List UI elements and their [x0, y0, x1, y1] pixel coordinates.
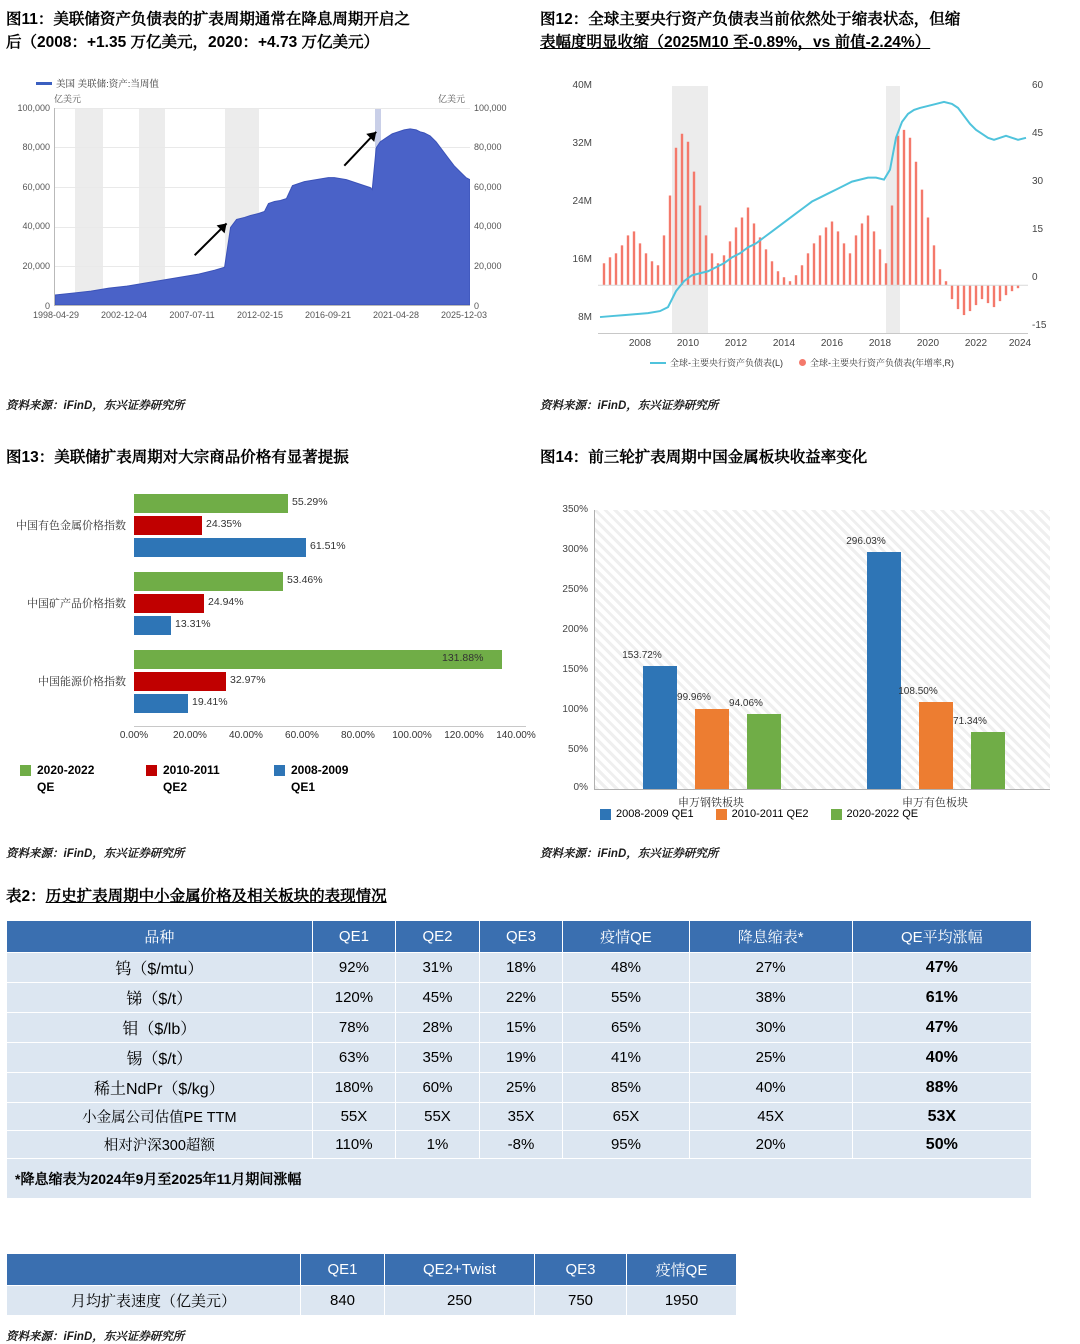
fig11-ytick: 80,000: [22, 142, 50, 152]
fig13-xtick: 120.00%: [444, 730, 484, 741]
table2-cell: 15%: [479, 1013, 563, 1043]
table3-header-cell: QE3: [535, 1254, 627, 1286]
fig14-ytick: 0%: [573, 782, 588, 793]
table2-cell: 31%: [396, 953, 480, 983]
table2-cell: 55X: [396, 1103, 480, 1131]
fig13-bar-2008-2009: [134, 538, 306, 557]
table2-header-cell: 品种: [7, 921, 313, 953]
table2-row-name: 钼（$/lb）: [7, 1013, 313, 1043]
fig11-xtick: 2025-12-03: [440, 310, 488, 320]
table2-cell-avg: 47%: [852, 1013, 1031, 1043]
fig11-right-unit: 亿美元: [438, 94, 466, 104]
fig13-bar-2010-2011: [134, 594, 204, 613]
fig13-xtick: 100.00%: [392, 730, 432, 741]
legend-swatch-green-icon: [831, 809, 842, 820]
table2-cell: 35X: [479, 1103, 563, 1131]
table2-cell-avg: 47%: [852, 953, 1031, 983]
fig14-ytick: 250%: [562, 584, 588, 595]
fig14-category-label: 申万钢铁板块: [678, 797, 744, 809]
fig13-legend-label: [37, 762, 94, 797]
table2-title: [6, 884, 387, 906]
table2-cell: 60%: [396, 1073, 480, 1103]
fig12-xtick: 2008: [628, 338, 652, 349]
table2-footnote-row: [7, 1159, 1032, 1199]
table-row: [7, 1131, 1032, 1159]
fig14-legend-item: [600, 808, 694, 820]
fig13-bar-label: 24.35%: [206, 518, 242, 530]
table2-title-prefix: 表2：: [6, 888, 46, 905]
fig14-chart: [540, 490, 1074, 820]
fig13-xtick: 20.00%: [173, 730, 207, 741]
fig14-bar-qe2: [695, 709, 729, 789]
fig14-ytick: 100%: [562, 704, 588, 715]
fig11-ytick-right: 100,000: [474, 103, 507, 113]
fig11-left-unit: 亿美元: [54, 94, 82, 104]
fig11-ytick-right: 80,000: [474, 142, 502, 152]
table2-row-name: 相对沪深300超额: [7, 1131, 313, 1159]
fig13-category-label: 中国矿产品价格指数: [27, 598, 126, 610]
table3-header-row: [7, 1254, 737, 1286]
fig12-title: [540, 8, 1074, 55]
fig13-legend-line1: 2008-2009: [291, 763, 349, 777]
table2-row-name: 小金属公司估值PE TTM: [7, 1103, 313, 1131]
fig11-ytick: 100,000: [17, 103, 50, 113]
legend-swatch-red-icon: [146, 765, 157, 776]
table2-title-text: 历史扩表周期中小金属价格及相关板块的表现情况: [45, 888, 387, 905]
table-row: [7, 1103, 1032, 1131]
fig12-xtick: 2018: [868, 338, 892, 349]
table2-cell: 40%: [689, 1073, 852, 1103]
fig13-legend-label: [291, 762, 348, 797]
fig12-xtick: 2016: [820, 338, 844, 349]
table2-cell: 25%: [479, 1073, 563, 1103]
legend-swatch-blue-icon: [274, 765, 285, 776]
table2: [6, 920, 1032, 1199]
fig12-title-line2: 表幅度明显收缩（2025M10 至-0.89%，vs 前值-2.24%）: [540, 34, 931, 52]
fig12-ytick-left: 40M: [572, 80, 592, 91]
table2-header-cell: 降息缩表*: [689, 921, 852, 953]
fig11-ytick: 0: [44, 301, 50, 311]
fig12-ytick-left: 24M: [572, 196, 592, 207]
table2-cell: 55X: [312, 1103, 396, 1131]
fig11-ytick-right: 0: [474, 301, 480, 311]
table2-cell: 30%: [689, 1013, 852, 1043]
fig12-xtick: 2024: [1008, 338, 1032, 349]
fig14-legend-item: [831, 808, 919, 820]
table3-source: 资料来源：iFinD，东兴证券研究所: [6, 1331, 185, 1343]
table2-cell: 95%: [563, 1131, 689, 1159]
table2-cell: 92%: [312, 953, 396, 983]
table2-cell: 20%: [689, 1131, 852, 1159]
table2-cell: 85%: [563, 1073, 689, 1103]
fig11-ytick: 60,000: [22, 182, 50, 192]
fig12-ytick-right: 30: [1032, 176, 1044, 187]
fig14-bar-qe3: [747, 714, 781, 789]
fig13-bar-2008-2009: [134, 616, 171, 635]
fig11-title: [6, 8, 516, 55]
fig13-x-axis: [134, 726, 526, 727]
table2-row-name: 稀土NdPr（$/kg）: [7, 1073, 313, 1103]
fig13-legend-line2: QE1: [291, 780, 316, 795]
table2-cell: 25%: [689, 1043, 852, 1073]
fig14-legend-label: 2010-2011 QE2: [731, 808, 809, 820]
table-row: [7, 1073, 1032, 1103]
fig14-legend-item: [716, 808, 809, 820]
fig12-xtick: 2010: [676, 338, 700, 349]
table2-cell: 180%: [312, 1073, 396, 1103]
fig13-bar-2020-2022: [134, 494, 288, 513]
fig14-bar-value: 153.72%: [622, 650, 662, 661]
fig14-ytick: 200%: [562, 624, 588, 635]
fig13-chart: [6, 490, 536, 810]
fig11-ytick: 20,000: [22, 261, 50, 271]
table3: [6, 1253, 737, 1316]
table2-cell: 110%: [312, 1131, 396, 1159]
fig14-bar-value: 108.50%: [898, 686, 938, 697]
fig11-plot-area: [54, 108, 470, 306]
fig13-title: 图13：美联储扩表周期对大宗商品价格有显著提振: [6, 449, 349, 466]
table3-cell: 750: [535, 1286, 627, 1316]
fig14-legend: [600, 808, 918, 820]
table2-footnote: *降息缩表为2024年9月至2025年11月期间涨幅: [7, 1159, 1032, 1199]
fig14-ytick: 150%: [562, 664, 588, 675]
fig13-legend-label: [163, 762, 220, 797]
fig13-bar-label: 19.41%: [192, 696, 228, 708]
fig13-bar-label: 32.97%: [230, 674, 266, 686]
fig13-legend-line2: QE: [37, 780, 55, 795]
table3-header-cell: QE2+Twist: [385, 1254, 535, 1286]
fig14-bar-qe3: [971, 732, 1005, 789]
table2-cell: 63%: [312, 1043, 396, 1073]
fig13-bar-2010-2011: [134, 672, 226, 691]
fig14-source: 资料来源：iFinD，东兴证券研究所: [540, 848, 719, 860]
table3-cell: 250: [385, 1286, 535, 1316]
fig12-ytick-right: 45: [1032, 128, 1044, 139]
table2-cell: 38%: [689, 983, 852, 1013]
fig13-bar-label: 55.29%: [292, 496, 328, 508]
fig12-ytick-right: 60: [1032, 80, 1044, 91]
fig12-chart: [540, 72, 1074, 368]
fig13-legend-line1: 2020-2022: [37, 763, 95, 777]
table2-row-name: 锑（$/t）: [7, 983, 313, 1013]
fig12-xtick: 2020: [916, 338, 940, 349]
fig12-xtick: 2012: [724, 338, 748, 349]
table3-cell: 1950: [627, 1286, 737, 1316]
fig11-xtick: 2007-07-11: [169, 310, 215, 320]
table2-row-name: 锡（$/t）: [7, 1043, 313, 1073]
fig11-ytick-right: 60,000: [474, 182, 502, 192]
table3-header-cell: QE1: [301, 1254, 385, 1286]
fig14-legend-label: 2020-2022 QE: [846, 808, 919, 820]
fig12-legend-bar-label: 全球-主要央行资产负债表(年增率,R): [810, 358, 954, 368]
fig12-ytick-right: 0: [1032, 272, 1038, 283]
fig13-bar-2010-2011: [134, 516, 202, 535]
fig11-title-line1: 图11：美联储资产负债表的扩表周期通常在降息周期开启之: [6, 11, 410, 28]
fig13-plot-area: [6, 490, 536, 741]
fig11-legend-label: 美国 美联储:资产:当周值: [56, 79, 159, 90]
table2-cell-avg: 61%: [852, 983, 1031, 1013]
table2-header-cell: QE1: [312, 921, 396, 953]
fig13-source: 资料来源：iFinD，东兴证券研究所: [6, 848, 185, 860]
fig11-xtick: 2002-12-04: [100, 310, 148, 320]
legend-swatch-green-icon: [20, 765, 31, 776]
table3-cell: 840: [301, 1286, 385, 1316]
table2-cell: 45%: [396, 983, 480, 1013]
fig11-area-series: [55, 108, 470, 305]
fig14-title: 图14：前三轮扩表周期中国金属板块收益率变化: [540, 449, 868, 466]
fig14-ytick: 350%: [562, 504, 588, 515]
legend-swatch-blue-icon: [600, 809, 611, 820]
fig11-xtick: 1998-04-29: [32, 310, 80, 320]
fig11-title-line2: 后（2008：+1.35 万亿美元，2020：+4.73 万亿美元）: [6, 34, 380, 52]
fig14-bar-qe1: [643, 666, 677, 789]
dot-icon: [799, 359, 806, 366]
table2-cell: 65X: [563, 1103, 689, 1131]
fig13-legend-line1: 2010-2011: [163, 763, 220, 777]
table2-cell: 1%: [396, 1131, 480, 1159]
fig13-bar-label: 131.88%: [442, 652, 484, 664]
fig12-ytick-left: 32M: [572, 138, 592, 149]
fig14-bar-value: 296.03%: [846, 536, 886, 547]
fig13-legend-item: [20, 762, 94, 797]
fig12-ytick-right: -15: [1032, 320, 1047, 331]
fig14-ytick: 50%: [567, 744, 588, 755]
fig13-xtick: 0.00%: [119, 730, 149, 741]
table2-cell: 45X: [689, 1103, 852, 1131]
table2-cell-avg: 53X: [852, 1103, 1031, 1131]
fig13-category-label: 中国能源价格指数: [38, 676, 126, 688]
line-icon: [650, 362, 666, 364]
fig12-title-line1: 图12：全球主要央行资产负债表当前依然处于缩表状态，但缩: [540, 11, 961, 28]
fig11-xtick: 2016-09-21: [304, 310, 352, 320]
table2-cell: 48%: [563, 953, 689, 983]
table2-header-cell: QE3: [479, 921, 563, 953]
fig13-bar-label: 53.46%: [287, 574, 323, 586]
table2-header-cell: QE2: [396, 921, 480, 953]
table2-cell: 65%: [563, 1013, 689, 1043]
table-row: [7, 953, 1032, 983]
fig11-source: 资料来源：iFinD，东兴证券研究所: [6, 400, 185, 412]
table2-header-row: [7, 921, 1032, 953]
fig13-bar-2008-2009: [134, 694, 188, 713]
table2-cell: 41%: [563, 1043, 689, 1073]
table2-cell: -8%: [479, 1131, 563, 1159]
table2-cell: 55%: [563, 983, 689, 1013]
fig12-ytick-right: 15: [1032, 224, 1044, 235]
fig11-legend: [36, 76, 159, 90]
table2-cell: 22%: [479, 983, 563, 1013]
fig13-bar-label: 24.94%: [208, 596, 244, 608]
fig13-bar-2020-2022: [134, 572, 283, 591]
fig14-bar-qe1: [867, 552, 901, 789]
fig14-bar-value: 99.96%: [677, 692, 711, 703]
fig11-xtick: 2012-02-15: [236, 310, 284, 320]
fig12-legend-line-label: 全球-主要央行资产负债表(L): [670, 358, 783, 368]
fig14-legend-label: 2008-2009 QE1: [616, 808, 694, 820]
table3-header-cell: [7, 1254, 301, 1286]
fig13-xtick: 140.00%: [496, 730, 536, 741]
fig13-legend-item: [274, 762, 348, 797]
table2-row-name: 钨（$/mtu）: [7, 953, 313, 983]
fig12-bar-series: [598, 86, 1028, 333]
fig13-xtick: 60.00%: [285, 730, 319, 741]
fig14-bar-value: 94.06%: [729, 698, 763, 709]
legend-swatch-orange-icon: [716, 809, 727, 820]
fig13-xtick: 40.00%: [229, 730, 263, 741]
fig14-ytick: 300%: [562, 544, 588, 555]
table2-cell-avg: 88%: [852, 1073, 1031, 1103]
fig12-plot-area: [598, 86, 1028, 334]
fig12-legend: [650, 356, 954, 369]
table-row: [7, 1013, 1032, 1043]
table-row: [7, 983, 1032, 1013]
fig12-xtick: 2014: [772, 338, 796, 349]
table2-header-cell: QE平均涨幅: [852, 921, 1031, 953]
fig11-chart: [6, 70, 516, 345]
fig12-ytick-left: 8M: [578, 312, 592, 323]
fig13-bar-label: 61.51%: [310, 540, 346, 552]
fig13-bar-label: 13.31%: [175, 618, 211, 630]
fig12-legend-line: [650, 356, 783, 369]
fig12-source: 资料来源：iFinD，东兴证券研究所: [540, 400, 719, 412]
fig11-ytick-right: 20,000: [474, 261, 502, 271]
table-row: [7, 1043, 1032, 1073]
fig14-bar-value: 71.34%: [953, 716, 987, 727]
table2-cell-avg: 50%: [852, 1131, 1031, 1159]
table3-row-label: 月均扩表速度（亿美元）: [7, 1286, 301, 1316]
table2-cell: 27%: [689, 953, 852, 983]
table2-cell: 19%: [479, 1043, 563, 1073]
fig13-category-label: 中国有色金属价格指数: [16, 520, 126, 532]
table3-header-cell: 疫情QE: [627, 1254, 737, 1286]
table2-cell: 35%: [396, 1043, 480, 1073]
fig12-ytick-left: 16M: [572, 254, 592, 265]
table-row: [7, 1286, 737, 1316]
fig12-legend-bar: [799, 356, 954, 369]
table2-cell: 78%: [312, 1013, 396, 1043]
table2-cell: 18%: [479, 953, 563, 983]
fig13-legend-item: [146, 762, 220, 797]
fig11-ytick-right: 40,000: [474, 221, 502, 231]
fig11-ytick: 40,000: [22, 221, 50, 231]
fig11-xtick: 2021-04-28: [372, 310, 420, 320]
table2-cell: 120%: [312, 983, 396, 1013]
fig13-legend-line2: QE2: [163, 780, 188, 795]
table2-cell: 28%: [396, 1013, 480, 1043]
fig12-xtick: 2022: [964, 338, 988, 349]
fig13-xtick: 80.00%: [341, 730, 375, 741]
fig14-category-label: 申万有色板块: [902, 797, 968, 809]
table2-header-cell: 疫情QE: [563, 921, 689, 953]
table2-cell-avg: 40%: [852, 1043, 1031, 1073]
fig11-legend-swatch: [36, 82, 52, 85]
